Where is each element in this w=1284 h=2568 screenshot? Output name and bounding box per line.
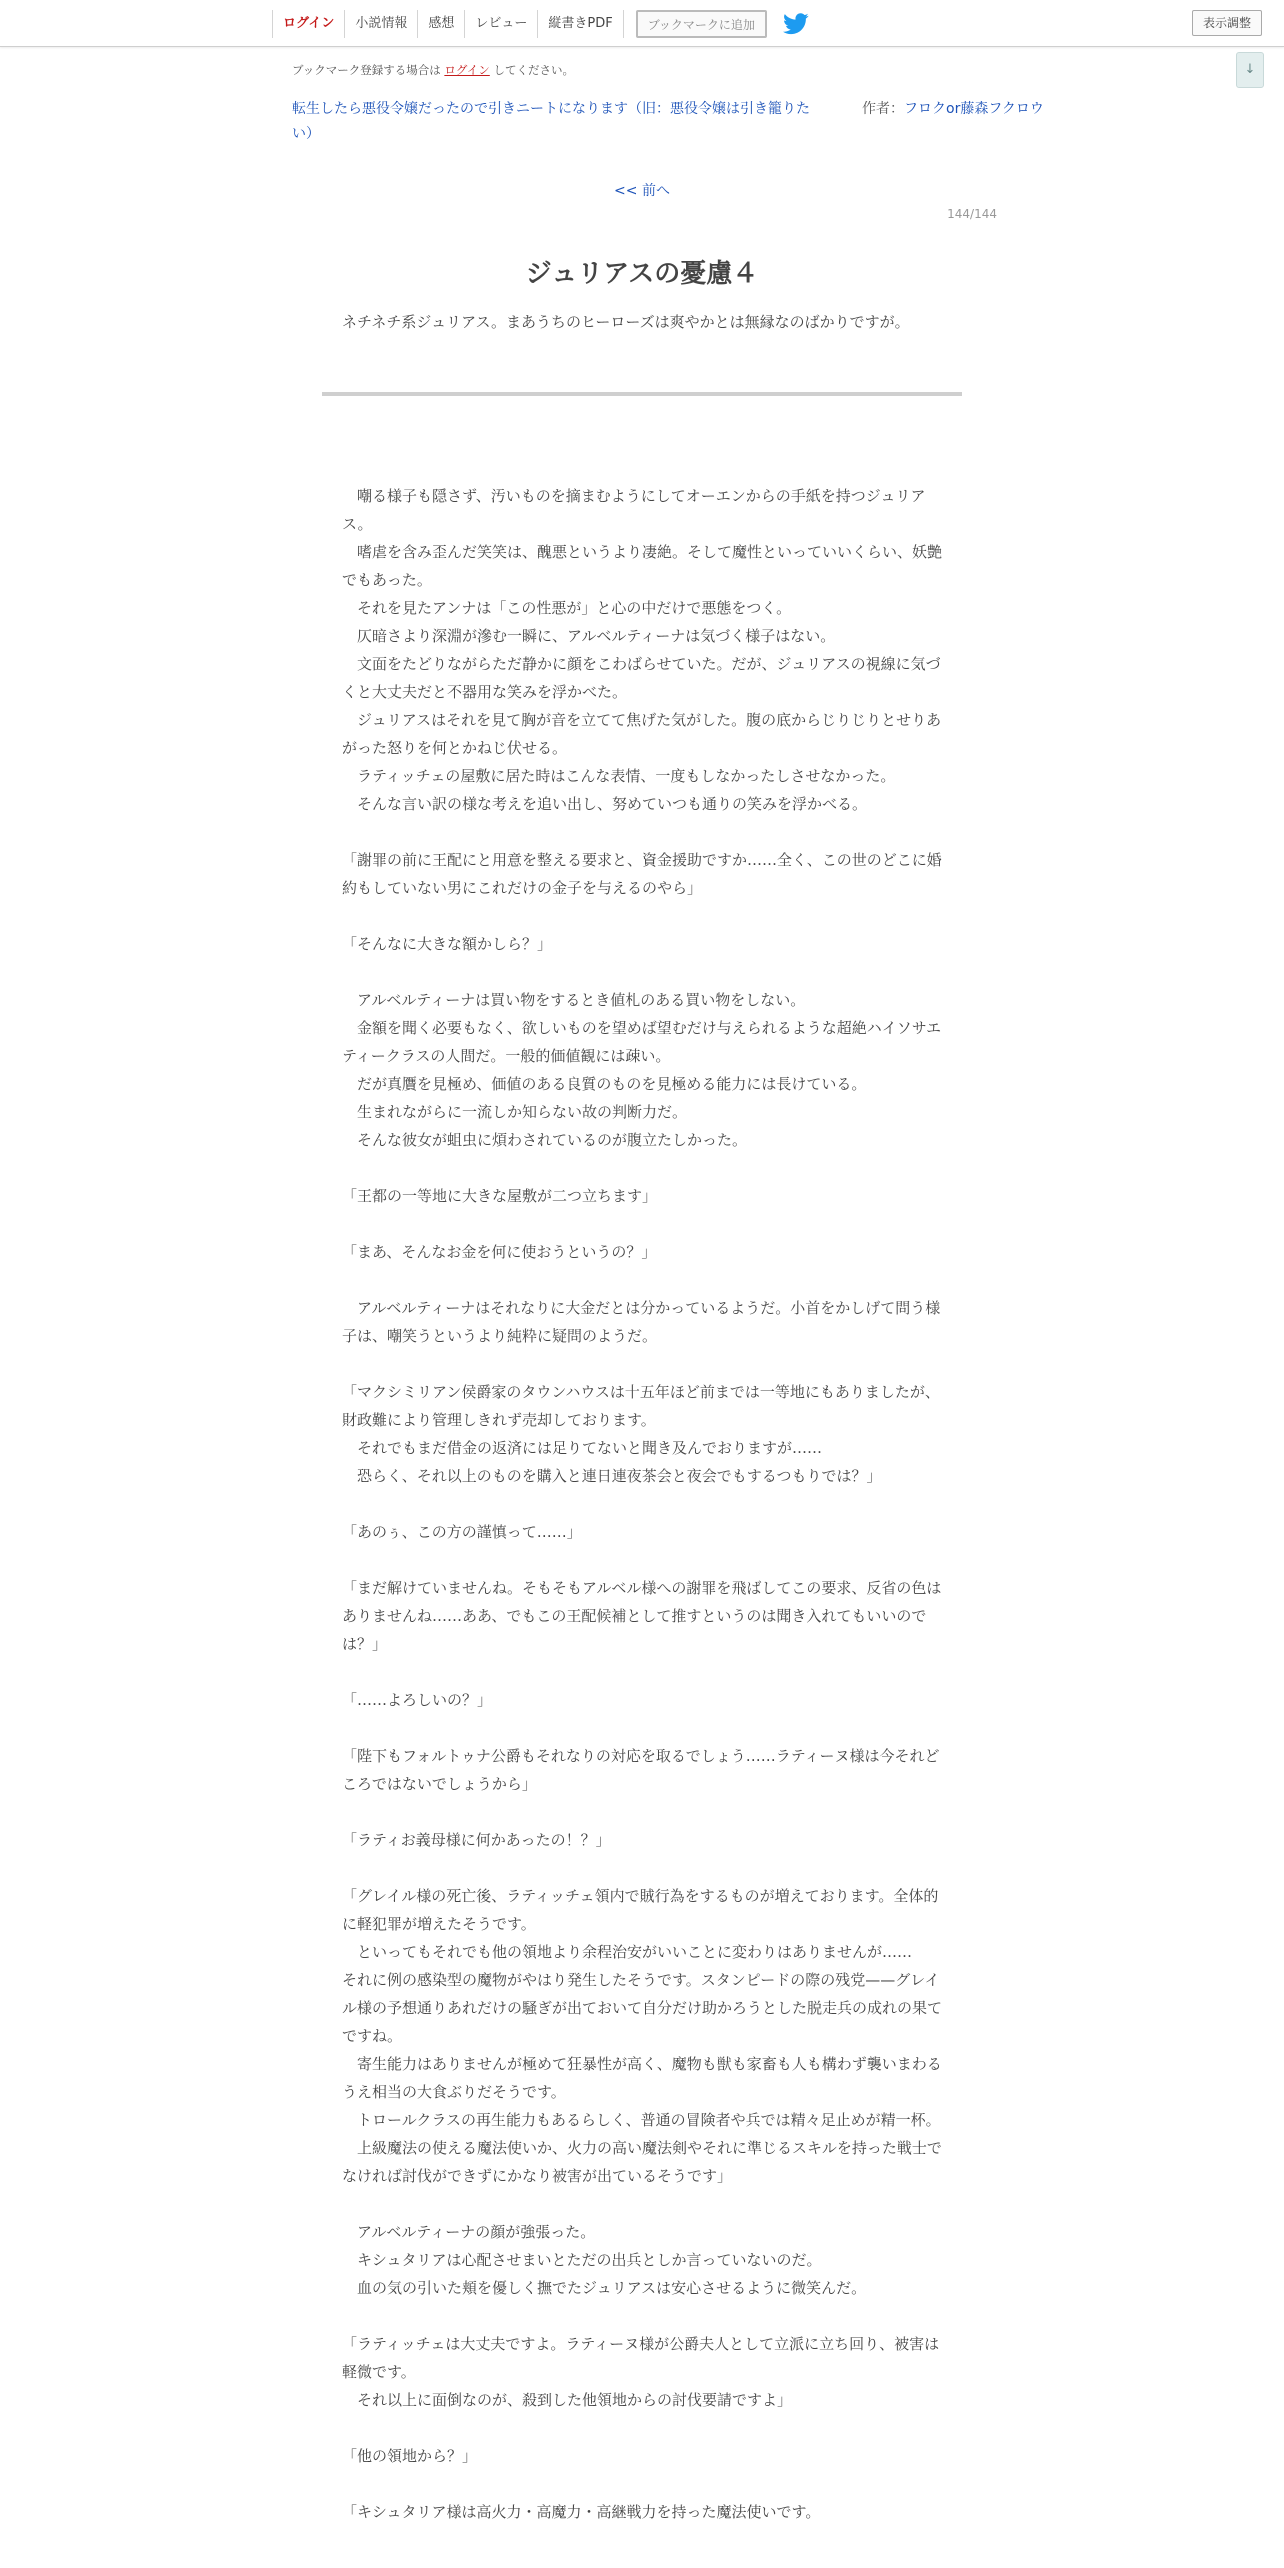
blank-line [342,1350,942,1378]
vertical-pdf-link[interactable]: 縦書きPDF [537,10,623,38]
body-paragraph: 「王都の一等地に大きな屋敷が二つ立ちます」 [342,1187,658,1205]
blank-line [342,1658,942,1686]
preface-divider [322,392,962,396]
novel-title-link[interactable]: 転生したら悪役令嬢だったので引きニートになります（旧：悪役令嬢は引き籠りたい） [292,101,810,142]
page-counter: 144/144 [947,207,997,221]
body-paragraph: 「陛下もフォルトゥナ公爵もそれなりの対応を取るでしょう……ラティーヌ様は今それどころではないでしょうから」 [342,1747,940,1793]
body-paragraph: キシュタリアは心配させまいとただの出兵としか言っていないのだ。 [342,2251,822,2269]
body-paragraph: 「まあ、そんなお金を何に使おうというの？」 [342,1243,657,1261]
notice-suffix: してください。 [493,63,574,77]
author-link[interactable]: フロクor藤森フクロウ [904,101,1044,117]
body-paragraph: 金額を聞く必要もなく、欲しいものを望めば望むだけ与えられるような超絶ハイソサエティークラスの人間だ。一般的価値観には疎い。 [342,1019,942,1065]
chapter-body [342,482,942,2526]
blank-line [342,1546,942,1574]
blank-line [342,1490,942,1518]
twitter-share-button[interactable] [783,13,809,35]
body-paragraph: そんな言い訳の様な考えを追い出し、努めていつも通りの笑みを浮かべる。 [342,795,868,813]
body-paragraph: 文面をたどりながらただ静かに顔をこわばらせていた。だが、ジュリアスの視線に気づくと大丈夫だと不器用な笑みを浮かべた。 [342,655,941,701]
impressions-link[interactable]: 感想 [417,10,464,38]
body-paragraph: 「グレイル様の死亡後、ラティッチェ領内で賊行為をするものが増えております。全体的に軽犯罪が増えたそうです。 [342,1887,939,1933]
blank-line [342,2414,942,2442]
blank-line [342,818,942,846]
body-paragraph: 恐らく、それ以上のものを購入と連日連夜茶会と夜会でもするつもりでは？」 [342,1467,882,1485]
body-paragraph: 「まだ解けていませんね。そもそもアルベル様への謝罪を飛ばしてこの要求、反省の色はありませんね……ああ、でもこの王配候補として推すというのは聞き入れてもいいのでは？」 [342,1579,942,1653]
notice-login-link[interactable]: ログイン [444,63,490,77]
chapter-title: ジュリアスの憂慮４ [525,259,759,290]
blank-line [342,902,942,930]
body-paragraph: 「他の領地から？」 [342,2447,478,2465]
blank-line [342,1266,942,1294]
body-paragraph: 「……よろしいの？」 [342,1691,493,1709]
body-paragraph: 血の気の引いた頬を優しく撫でたジュリアスは安心させるように微笑んだ。 [342,2279,867,2297]
review-link[interactable]: レビュー [464,10,537,38]
scroll-down-button[interactable]: ↓ [1236,52,1264,88]
previous-chapter-link[interactable]: << 前へ [614,183,670,199]
body-paragraph: それ以上に面倒なのが、殺到した他領地からの討伐要請ですよ」 [342,2391,793,2409]
blank-line [342,1210,942,1238]
body-paragraph: 嘲る様子も隠さず、汚いものを摘まむようにしてオーエンからの手紙を持つジュリアス。 [342,487,926,533]
body-paragraph: それを見たアンナは「この性悪が」と心の中だけで悪態をつく。 [342,599,792,617]
body-paragraph: ジュリアスはそれを見て胸が音を立てて焦げた気がした。腹の底からじりじりとせりあがった怒りを何とかねじ伏せる。 [342,711,942,757]
blank-line [342,958,942,986]
login-link[interactable]: ログイン [272,10,344,38]
blank-line [342,2302,942,2330]
author-info [862,97,1044,122]
blank-line [342,1154,942,1182]
body-paragraph: だが真贋を見極め、価値のある良質のものを見極める能力には長けている。 [342,1075,867,1093]
body-paragraph: 上級魔法の使える魔法使いか、火力の高い魔法剣やそれに準じるスキルを持った戦士でなければ討伐ができずにかなり被害が出ているそうです」 [342,2139,942,2185]
body-paragraph: 「あのぅ、この方の謹慎って……」 [342,1523,582,1541]
body-paragraph: 「キシュタリア様は高火力・高魔力・高継戦力を持った魔法使いです。 [342,2503,821,2521]
twitter-bird-icon [783,13,809,35]
notice-prefix: ブックマーク登録する場合は [292,63,441,77]
body-paragraph: といってもそれでも他の領地より余程治安がいいことに変わりはありませんが…… [342,1943,913,1961]
body-paragraph: 「そんなに大きな額かしら？」 [342,935,553,953]
body-paragraph: アルベルティーナはそれなりに大金だとは分かっているようだ。小首をかしげて問う様子は、嘲笑うというより純粋に疑問のようだ。 [342,1299,941,1345]
blank-line [342,2190,942,2218]
body-paragraph: 「ラティお義母様に何かあったの！？」 [342,1831,611,1849]
blank-line [342,2470,942,2498]
body-paragraph: ラティッチェの屋敷に居た時はこんな表情、一度もしなかったしさせなかった。 [342,767,896,785]
top-navigation-bar [0,0,1284,47]
chapter-preface: ネチネチ系ジュリアス。まあうちのヒーローズは爽やかとは無縁なのばかりですが。 [342,313,910,331]
body-paragraph: 仄暗さより深淵が滲む一瞬に、アルベルティーナは気づく様子はない。 [342,627,836,645]
body-paragraph: アルベルティーナは買い物をするとき値札のある買い物をしない。 [342,991,806,1009]
body-paragraph: 寄生能力はありませんが極めて狂暴性が高く、魔物も獣も家畜も人も構わず襲いまわるうえ相当の大食ぶりだそうです。 [342,2055,942,2101]
add-bookmark-button[interactable]: ブックマークに追加 [636,10,767,38]
body-paragraph: それに例の感染型の魔物がやはり発生したそうです。スタンピードの際の残党——グレイル様の予想通りあれだけの騒ぎが出ておいて自分だけ助かろうとした脱走兵の成れの果てですね。 [342,1971,943,2045]
top-nav-menu [272,10,809,38]
novel-info-link[interactable]: 小説情報 [344,10,417,38]
body-paragraph: 「マクシミリアン侯爵家のタウンハウスは十五年ほど前までは一等地にもありましたが、財政難により管理しきれず売却しております。 [342,1383,940,1429]
body-paragraph: そんな彼女が蛆虫に煩わされているのが腹立たしかった。 [342,1131,748,1149]
bookmark-login-notice [292,62,574,78]
body-paragraph: 「ラティッチェは大丈夫ですよ。ラティーヌ様が公爵夫人として立派に立ち回り、被害は軽微です。 [342,2335,940,2381]
body-paragraph: アルベルティーナの顔が強張った。 [342,2223,596,2241]
blank-line [342,1714,942,1742]
blank-line [342,1854,942,1882]
body-paragraph: 「謝罪の前に王配にと用意を整える要求と、資金援助ですか……全く、この世のどこに婚約もしていない男にこれだけの金子を与えるのやら」 [342,851,942,897]
body-paragraph: 生まれながらに一流しか知らない故の判断力だ。 [342,1103,688,1121]
body-paragraph: トロールクラスの再生能力もあるらしく、普通の冒険者や兵では精々足止めが精一杯。 [342,2111,941,2129]
author-label: 作者： [862,101,904,117]
display-settings-button[interactable]: 表示調整 [1192,10,1262,36]
blank-line [342,1798,942,1826]
body-paragraph: それでもまだ借金の返済には足りてないと聞き及んでおりますが…… [342,1439,823,1457]
body-paragraph: 嗜虐を含み歪んだ笑笑は、醜悪というより凄絶。そして魔性といっていいくらい、妖艶でもあった。 [342,543,943,589]
